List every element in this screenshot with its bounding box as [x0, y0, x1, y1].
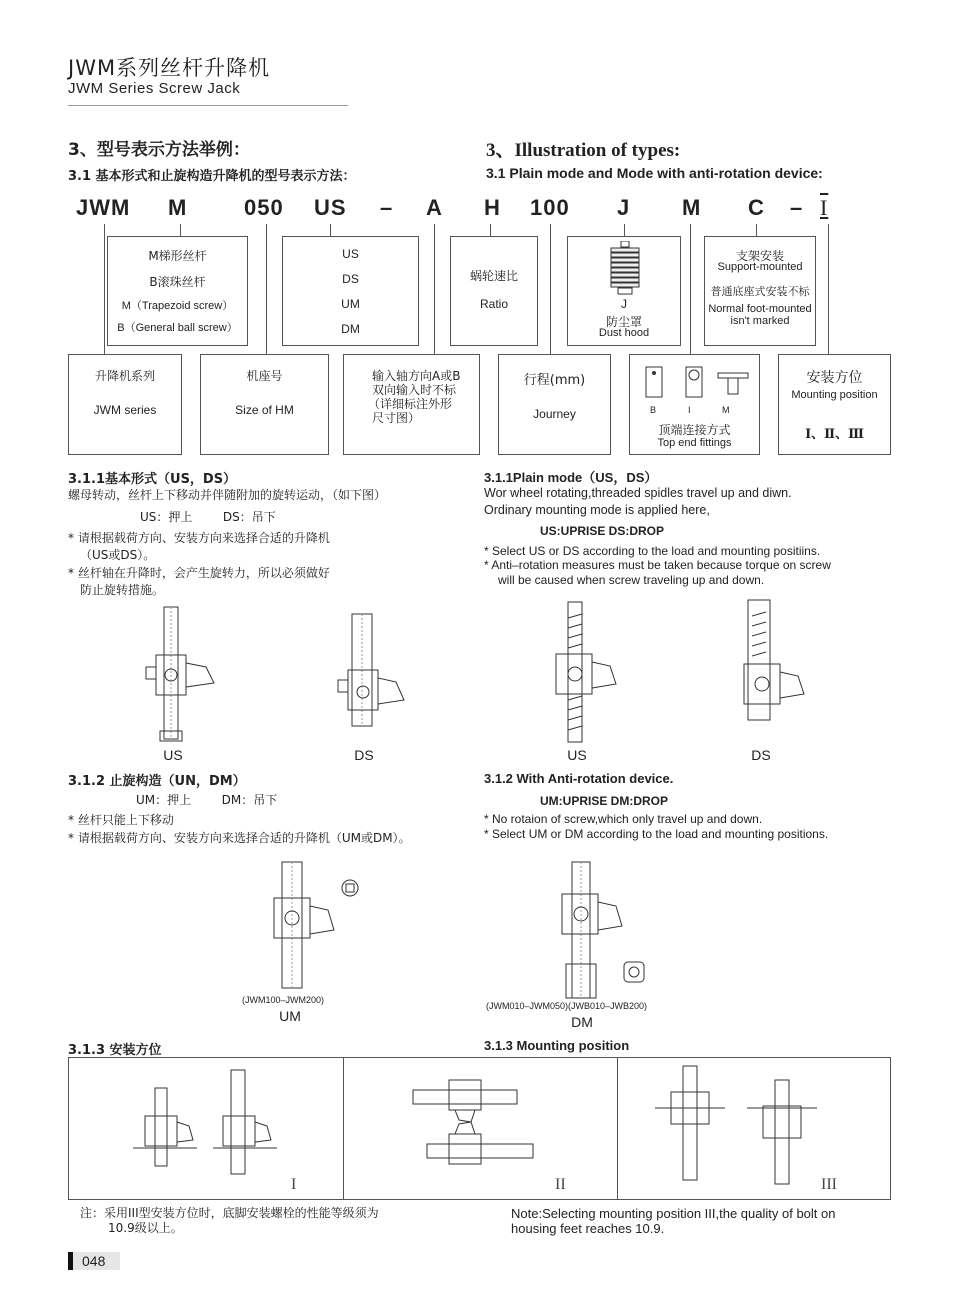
s311-note1-en: * Select US or DS according to the load and mounting positiins.	[484, 544, 821, 558]
s313-title-cn: 3.1.3 安装方位	[68, 1043, 162, 1058]
connector-line	[180, 224, 181, 236]
size-cn: 机座号	[246, 369, 283, 383]
support-en: Support-mounted	[717, 261, 803, 273]
type-um: UM	[341, 297, 360, 311]
subsection-title-en: 3.1 Plain mode and Mode with anti-rotation device:	[486, 165, 823, 181]
s311-desc2-en: Ordinary mounting mode is applied here,	[484, 503, 710, 517]
mounting-options: Ⅰ、Ⅱ、Ⅲ	[805, 427, 864, 442]
ratio-cn: 蜗轮速比	[469, 269, 518, 283]
code-part-mounting: I	[820, 195, 829, 220]
type-dm: DM	[341, 322, 360, 336]
s311-note2b-en: will be caused when screw traveling up and down.	[498, 573, 765, 587]
dust-hood-icon	[606, 241, 644, 299]
series-cn: 升降机系列	[94, 369, 155, 383]
s312-title-en: 3.1.2 With Anti-rotation device.	[484, 771, 674, 786]
note-en-line-1: Note:Selecting mounting position III,the quality of bolt on	[511, 1206, 836, 1221]
s311-title-en: 3.1.1Plain mode（US，DS）	[484, 470, 658, 485]
code-part-support: C	[748, 195, 765, 220]
label-us-cn-side: US	[163, 747, 183, 763]
mounting-divider	[617, 1058, 618, 1199]
label-us-en-side: US	[567, 747, 587, 763]
s312-title-cn: 3.1.2 止旋构造（UN，DM）	[68, 774, 246, 789]
s311-note1b-cn: （US或DS）。	[80, 548, 156, 562]
series-box	[68, 354, 182, 455]
dm-range: (JWM010–JWM050)(JWB010–JWB200)	[486, 1001, 648, 1011]
mounting-en: Mounting position	[791, 389, 878, 401]
header-title-en: JWM Series Screw Jack	[68, 80, 241, 97]
series-en: JWM series	[93, 403, 157, 417]
s312-types-en: UM:UPRISE DM:DROP	[540, 794, 668, 808]
screw-trapezoid-en: M（Trapezoid screw）	[121, 300, 234, 312]
type-ds: DS	[342, 272, 359, 286]
connector-line	[828, 224, 829, 354]
fittings-cn: 顶端连接方式	[658, 423, 731, 437]
label-dm: DM	[571, 1014, 593, 1030]
note-en-line-2: housing feet reaches 10.9.	[511, 1221, 665, 1236]
code-part-input: A	[426, 195, 443, 220]
fitting-m: M	[722, 405, 730, 415]
s311-types-en: US:UPRISE DS:DROP	[540, 524, 665, 538]
code-dash-2: –	[790, 195, 804, 220]
fittings-box	[629, 354, 760, 455]
code-part-ratio: H	[484, 195, 501, 220]
mounting-box	[778, 354, 891, 455]
s312-types-cn: UM：押上 DM：吊下	[136, 793, 278, 807]
screw-ball-cn: B滚珠丝杆	[149, 275, 206, 289]
screw-type-box	[107, 236, 248, 346]
foot-mounted-en-2: isn't marked	[730, 315, 790, 327]
s311-note1-cn: * 请根据载荷方向、安装方向来选择合适的升降机	[68, 531, 330, 545]
fitting-b: B	[650, 405, 657, 415]
section-title-cn: 3、型号表示方法举例：	[68, 140, 250, 160]
mounting-position-3-drawing	[651, 1062, 851, 1188]
ratio-box	[450, 236, 538, 346]
stroke-box	[498, 354, 611, 455]
label-ds-cn-side: DS	[354, 747, 374, 763]
s312-note1-en: * No rotaion of screw,which only travel up and down.	[484, 812, 763, 826]
stroke-cn: 行程(mm)	[523, 373, 586, 388]
mounting-cn: 安装方位	[806, 370, 863, 386]
s311-note2b-cn: 防止旋转措施。	[80, 583, 165, 597]
code-part-screw: M	[168, 195, 188, 220]
fittings-en: Top end fittings	[657, 437, 732, 449]
size-box	[200, 354, 329, 455]
mounting-position-2-drawing	[409, 1076, 539, 1176]
type-us: US	[342, 247, 359, 261]
label-um: UM	[279, 1008, 301, 1024]
connector-line	[330, 224, 331, 236]
connector-line	[624, 224, 625, 236]
jack-ds-drawing	[330, 610, 410, 740]
s313-title-en: 3.1.3 Mounting position	[484, 1038, 630, 1053]
dust-hood-box	[567, 236, 681, 346]
jack-dm-drawing	[548, 858, 658, 1003]
connector-line	[550, 224, 551, 354]
s311-types-cn: US：押上 DS：吊下	[140, 510, 276, 524]
section-title-en: 3、Illustration of types:	[486, 140, 681, 161]
input-axis-box	[343, 354, 480, 455]
support-cn: 支架安装	[735, 249, 784, 263]
s311-title-cn: 3.1.1基本形式（US，DS）	[68, 472, 237, 487]
input-axis-line-3: （详细标注外形	[368, 397, 453, 411]
subsection-title-cn: 3.1 基本形式和止旋构造升降机的型号表示方法：	[68, 169, 356, 184]
jack-us-drawing	[140, 605, 220, 745]
mounting-position-1-drawing	[127, 1068, 307, 1178]
um-range: (JWM100–JWM200)	[242, 995, 325, 1005]
s311-note2-cn: * 丝杆轴在升降时，会产生旋转力，所以必须做好	[68, 566, 330, 580]
connector-line	[756, 224, 757, 236]
s312-note2-en: * Select UM or DM according to the load and mounting positions.	[484, 827, 829, 841]
s311-note2-en: * Anti–rotation measures must be taken because torque on screw	[484, 558, 831, 572]
connector-line	[490, 224, 491, 236]
screw-trapezoid-cn: M梯形丝杆	[148, 249, 207, 263]
page-number: 048	[82, 1253, 106, 1269]
s311-desc1-en: Wor wheel rotating,threaded spidles travel up and diwn.	[484, 486, 792, 500]
type-box	[282, 236, 419, 346]
mounting-position-3-label: III	[821, 1176, 837, 1193]
mounting-position-1-label: I	[291, 1176, 297, 1193]
support-box	[704, 236, 816, 346]
mounting-position-2-label: II	[555, 1176, 566, 1193]
code-part-stroke: 100	[530, 195, 570, 220]
code-part-fitting: M	[682, 195, 702, 220]
s312-note2-cn: * 请根据载荷方向、安装方向来选择合适的升降机（UM或DM）。	[68, 831, 411, 845]
s312-note1-cn: * 丝杆只能上下移动	[68, 813, 174, 827]
stroke-en: Journey	[533, 407, 576, 421]
fitting-i: I	[688, 405, 691, 415]
dust-hood-cn: 防尘罩	[605, 315, 642, 329]
screw-ball-en: B（General ball screw）	[117, 322, 238, 334]
note-cn-line-1: 注：采用III型安装方位时，底脚安装螺栓的性能等级须为	[80, 1206, 379, 1220]
size-en: Size of HM	[235, 403, 294, 417]
code-dash-1: –	[380, 195, 394, 220]
page-number-bar	[68, 1252, 73, 1270]
mounting-divider	[343, 1058, 344, 1199]
input-axis-line-1: 输入轴方向A或B	[372, 369, 461, 383]
connector-line	[104, 224, 105, 354]
note-cn-line-2: 10.9级以上。	[108, 1221, 183, 1235]
s311-desc-cn: 螺母转动，丝杆上下移动并伴随附加的旋转运动，（如下图）	[68, 488, 387, 502]
code-part-dust: J	[617, 195, 631, 220]
connector-line	[434, 224, 435, 354]
mounting-positions-frame	[68, 1057, 891, 1200]
code-part-series: JWM	[76, 195, 131, 220]
fittings-icons	[640, 363, 752, 403]
jack-um-drawing	[256, 858, 366, 993]
header-title-cn: JWM系列丝杆升降机	[68, 56, 271, 80]
ratio-en: Ratio	[479, 297, 508, 311]
jack-ds-cutaway-drawing	[730, 598, 810, 743]
dust-hood-code: J	[621, 297, 627, 311]
foot-mounted-en: Normal foot-mounted	[708, 303, 812, 315]
jack-us-cutaway-drawing	[540, 600, 620, 745]
input-axis-line-2: 双向输入时不标	[372, 383, 457, 397]
code-part-type: US	[314, 195, 347, 220]
connector-line	[690, 224, 691, 354]
connector-line	[266, 224, 267, 354]
input-axis-line-4: 尺寸图）	[372, 411, 421, 425]
code-part-size: 050	[244, 195, 284, 220]
label-ds-en-side: DS	[751, 747, 771, 763]
header-rule	[68, 105, 348, 106]
foot-mounted-cn: 普通底座式安装不标	[710, 285, 810, 298]
dust-hood-en: Dust hood	[598, 327, 650, 339]
